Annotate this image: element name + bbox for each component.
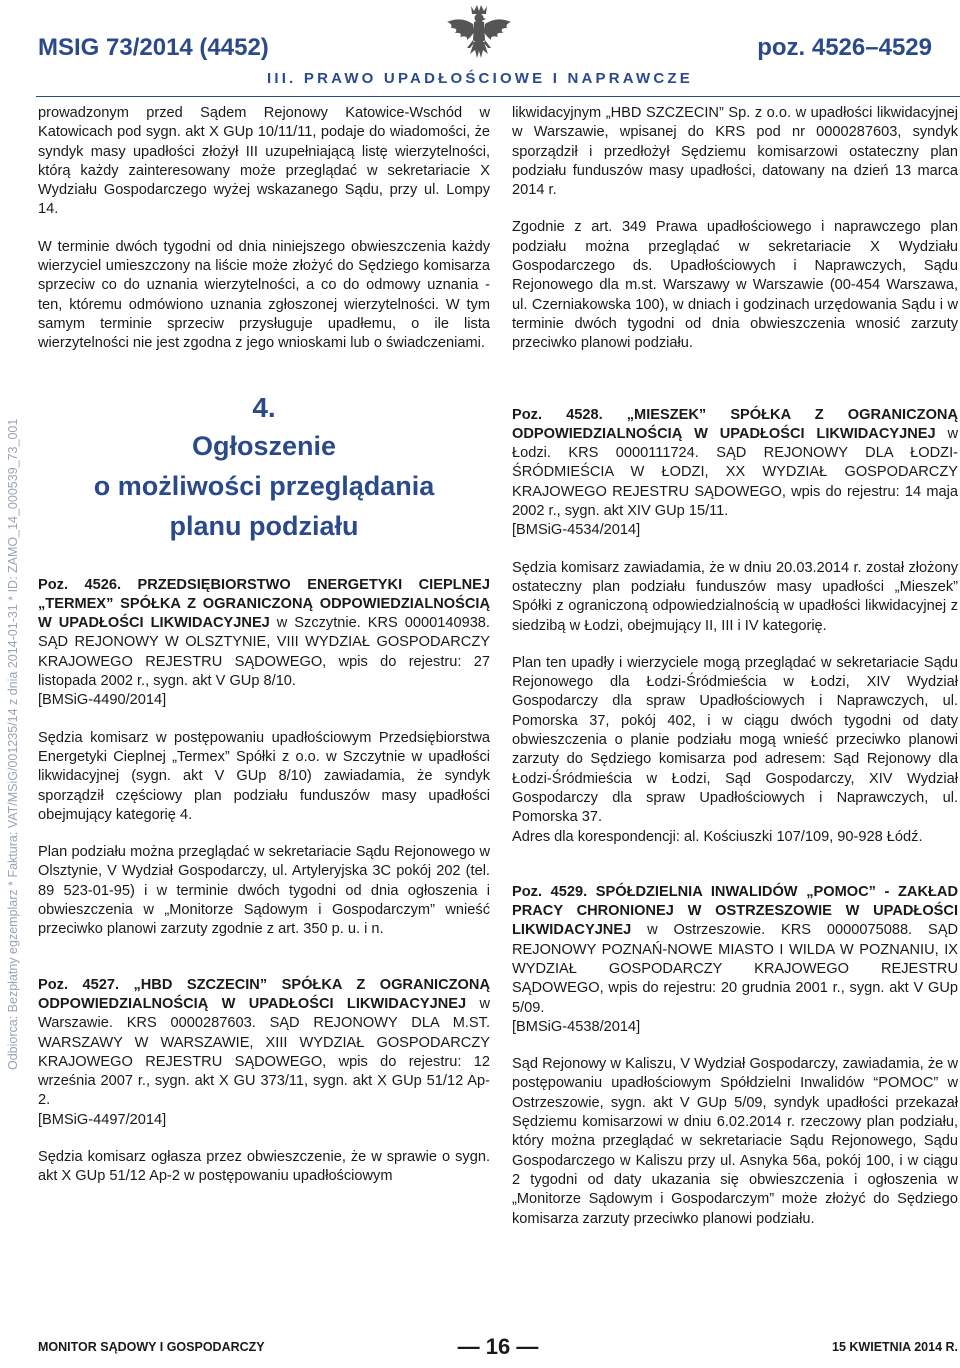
continued-text: likwidacyjnym „HBD SZCZECIN” Sp. z o.o. w upadłości likwidacyjnej w Warszawie, wpisanej do KRS pod nr 0000287603, syndyk sporządził i przedłożył Sędziemu komisarzowi ostateczny plan podziału funduszów masy upadłości, datowany na dzień 13 marca 2014 r. — [512, 105, 958, 199]
notice-title-line: o możliwości przeglądania — [93, 470, 435, 501]
entry-heading: Poz. 4527. „HBD SZCZECIN” SPÓŁKA Z OGRANICZONĄ ODPOWIEDZIALNOŚCIĄ W UPADŁOŚCI LIKWIDACYJNEJ — [38, 976, 490, 1012]
entry-4526-header — [38, 576, 490, 692]
page-number: — 16 — — [457, 1334, 539, 1359]
entry-4529-header — [512, 883, 958, 1018]
recipient-sidebar — [0, 330, 26, 1070]
publication-name: MONITOR SĄDOWY I GOSPODARCZY — [38, 1340, 265, 1354]
continued-text: W terminie dwóch tygodni od dnia niniejszego obwieszczenia każdy wierzyciel umieszczony na liście może złożyć do Sędziego komisarza sprzeciw co do uznania wierzytelności, a co do odmowy uznania - ten, któremu odmówiono uznania zgłoszonej wierzytelności. W tym samym terminie sprzeciw przysługuje upadłemu, o ile lista wierzytelności nie jest zgodna z jego wnioskami lub o świadczeniami. — [38, 238, 490, 352]
notice-title-line: Ogłoszenie — [191, 430, 337, 461]
entry-registry: w Warszawie. KRS 0000287603. SĄD REJONOWY DLA M.ST. WARSZAWY W WARSZAWIE, XIII WYDZIAŁ GOSPODARCZY KRAJOWEGO REJESTRU SĄDOWEGO, wpis do rejestru: 12 września 2007 r., sygn. akt X GU 373/11, sygn. akt X GUp 51/12 Ap-2. — [38, 995, 490, 1109]
entry-registry: w Ostrzeszowie. KRS 0000075088. SĄD REJONOWY POZNAŃ-NOWE MIASTO I WILDA W POZNANIU, IX WYDZIAŁ GOSPODARCZY KRAJOWEGO REJESTRU SĄDOWEGO, wpis do rejestru: 20 grudnia 2001 r., sygn. akt V GUp 5/09. — [512, 922, 958, 1016]
entry-body: Sąd Rejonowy w Kaliszu, V Wydział Gospodarczy, zawiadamia, że w postępowaniu upadłościowym Spółdzielni Inwalidów “POMOC” w Ostrzeszowie, sygn. akt V GUp 5/09, syndyk upadłości przekazał Sędziemu komisarzowi w dniu 6.02.2014 r. rzeczowy plan podziału, który można przeglądać w sekretariacie Sądu Rejonowego, Sądu Gospodarczego w Kaliszu przy ul. Asnyka 56a, pokój 100, i w ciągu 2 tygodni od daty ukazania się obwieszczenia i ogłoszenia w „Monitorze Sądowym i Gospodarczym” może złożyć do Sędziego komisarza zarzuty przeciwko planowi podziału. — [512, 1056, 958, 1227]
entry-heading: Poz. 4528. „MIESZEK” SPÓŁKA Z OGRANICZONĄ ODPOWIEDZIALNOŚCIĄ W UPADŁOŚCI LIKWIDACYJNEJ — [512, 406, 958, 442]
entry-reference: [BMSiG-4490/2014] — [38, 692, 167, 709]
entry-4528-header — [512, 406, 958, 522]
entry-registry: w Łodzi. KRS 0000111724. SĄD REJONOWY DLA ŁODZI-ŚRÓDMIEŚCIA W ŁODZI, XX WYDZIAŁ GOSPODARCZY KRAJOWEGO REJESTRU SĄDOWEGO, wpis do rejestru: 14 maja 2002 r., sygn. akt XIV GUp 15/11. — [512, 425, 958, 520]
entry-body: Sędzia komisarz w postępowaniu upadłościowym Przedsiębiorstwa Energetyki Cieplnej „Termex” Spółki z o.o. w Szczytnie w upadłości likwidacyjnej (sygn. akt V GUp 8/10) zawiadamia, że syndyk sporządził częściowy plan podziału funduszów masy upadłości obejmujący kategorię 4. — [38, 729, 490, 823]
position-range: poz. 4526–4529 — [757, 34, 932, 61]
entry-body: Adres dla korespondencji: al. Kościuszki 107/109, 90-928 Łódź. — [512, 828, 923, 845]
entry-registry: w Szczytnie. KRS 0000140938. SĄD REJONOWY W OLSZTYNIE, VIII WYDZIAŁ GOSPODARCZY KRAJOWEGO REJESTRU SĄDOWEGO, wpis do rejestru: 27 listopada 2002 r., sygn. akt V GUp 8/10. — [38, 615, 490, 690]
polish-eagle-emblem-icon — [443, 2, 515, 64]
notice-number: 4. — [252, 391, 276, 423]
notice-title-line: planu podziału — [169, 510, 359, 541]
section-title: III. PRAWO UPADŁOŚCIOWE I NAPRAWCZE — [267, 70, 693, 87]
entry-4527-header — [38, 976, 490, 1111]
entry-body: Plan podziału można przeglądać w sekretariacie Sądu Rejonowego w Olsztynie, V Wydział Gospodarczy, ul. Artyleryjska 3C pokój 202 (tel. 89 523-01-95) i w terminie dwóch tygodni od dnia ogłoszenia i obwieszczenia w „Monitorze Sądowym i Gospodarczym” wnieść przeciwko planowi zarzuty zgodnie z art. 350 p. u. i n. — [38, 844, 490, 938]
entry-heading: Poz. 4526. PRZEDSIĘBIORSTWO ENERGETYKI CIEPLNEJ „TERMEX” SPÓŁKA Z OGRANICZONĄ ODPOWIEDZIALNOŚCIĄ W UPADŁOŚCI LIKWIDACYJNEJ — [38, 576, 490, 632]
continued-text: prowadzonym przed Sądem Rejonowy Katowice-Wschód w Katowicach pod sygn. akt X GUp 10/11/11, podaje do wiadomości, że syndyk masy upadłości złożył III uzupełniającą listę wierzytelności, którą każdy zainteresowany może przeglądać w sekretariacie X Wydziału Gospodarczego wyżej wskazanego Sądu, przy ul. Lompy 14. — [38, 105, 490, 218]
issue-date: 15 KWIETNIA 2014 R. — [832, 1340, 958, 1354]
entry-body: Sędzia komisarz ogłasza przez obwieszczenie, że w sprawie o sygn. akt X GUp 51/12 Ap-2 w postępowaniu upadłościowym — [38, 1148, 490, 1185]
entry-reference: [BMSiG-4534/2014] — [512, 522, 641, 539]
left-column — [38, 104, 490, 1187]
notice-heading — [38, 390, 490, 546]
entry-heading: Poz. 4529. SPÓŁDZIELNIA INWALIDÓW „POMOC” - ZAKŁAD PRACY CHRONIONEJ W OSTRZESZOWIE W UPADŁOŚCI LIKWIDACYJNEJ — [512, 883, 958, 939]
entry-reference: [BMSiG-4538/2014] — [512, 1018, 641, 1035]
entry-body: Sędzia komisarz zawiadamia, że w dniu 20.03.2014 r. został złożony ostateczny plan podziału funduszów masy upadłości „Mieszek” Spółki z ograniczoną odpowiedzialnością w upadłości likwidacyjnej z siedzibą w Łodzi, obejmujący II, III i IV kategorię. — [512, 559, 958, 634]
right-column — [512, 104, 958, 1229]
journal-issue: MSIG 73/2014 (4452) — [38, 34, 269, 61]
recipient-watermark: Odbiorca: Bezpłatny egzemplarz * Faktura: VAT/MSiG/001235/14 z dnia 2014-01-31 * ID: ZAMO_14_000539_73_001 — [6, 418, 20, 1070]
entry-body: Plan ten upadły i wierzyciele mogą przeglądać w sekretariacie Sądu Rejonowego dla Łodzi-Śródmieścia w Łodzi, XIV Wydział Gospodarczy dla spraw Upadłościowych i Naprawczych, ul. Pomorska 37, pokój 402, i w ciągu dwóch tygodni od daty obwieszczenia o planie podziału mogą wnieść przeciwko planowi zarzuty do Sędziego komisarza pod adresem: Sąd Rejonowy dla Łodzi-Śródmieścia w Łodzi, Sąd Gospodarczy, XIV Wydział Gospodarczy dla spraw Upadłościowych i Naprawczych, ul. Pomorska 37. — [512, 654, 958, 826]
entry-reference: [BMSiG-4497/2014] — [38, 1111, 167, 1128]
header-divider — [36, 96, 960, 97]
continued-text: Zgodnie z art. 349 Prawa upadłościowego i naprawczego plan podziału można przeglądać w sekretariacie X Wydziału Gospodarczego ds. Upadłościowych i Naprawczych, Sądu Rejonowego dla m.st. Warszawy w Warszawie (00-454 Warszawa, ul. Czerniakowska 100), w dniach i godzinach urzędowania Sądu i w terminie dwóch tygodni od dnia obwieszczenia wnosić zarzuty przeciwko planowi podziału. — [512, 219, 958, 352]
